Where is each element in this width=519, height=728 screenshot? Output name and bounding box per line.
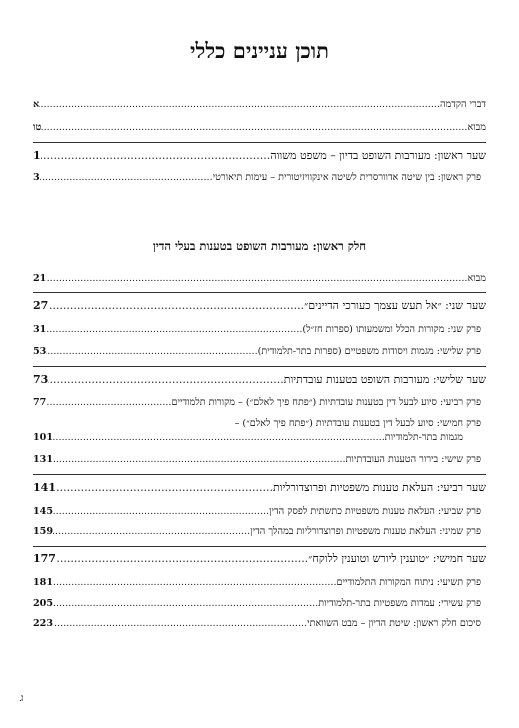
toc-entry[interactable] xyxy=(33,299,486,312)
entry-page: 3 xyxy=(33,172,40,183)
entry-title: סיכום חלק ראשון: שיטת הדיון – מבט השוואתי xyxy=(307,618,481,629)
entry-title: פרק שני: מקורות הכלל ומשמעותו (ספרות חז״ל) xyxy=(302,324,481,335)
entry-title[interactable]: פרק חמישי: סיוע לבעל דין בטענות עובדתיות (״פתח פיך לאלם״) – xyxy=(234,418,481,429)
dot-leader xyxy=(46,397,171,409)
section-rule xyxy=(33,142,486,143)
entry-title: מגמות בתר-תלמודיות xyxy=(384,432,463,443)
entry-title: פרק שביעי: העלאת טענות משפטיות כתשתית לפסק הדין xyxy=(269,506,481,517)
entry-page: 131 xyxy=(33,454,54,465)
dot-leader xyxy=(46,273,467,285)
entry-title: דברי הקדמה xyxy=(440,99,486,110)
toc-entry[interactable] xyxy=(33,598,481,610)
entry-page: 145 xyxy=(33,506,54,517)
toc-entry[interactable] xyxy=(33,324,481,336)
entry-title: פרק ראשון: בין שיטה אדוורסרית לשיטה אינקוויזיטורית – עימות תיאורטי xyxy=(212,172,481,183)
dot-leader xyxy=(48,373,283,386)
section-rule xyxy=(33,366,486,367)
toc-entry[interactable] xyxy=(33,454,481,466)
entry-page: 141 xyxy=(33,481,56,494)
entry-page: 1 xyxy=(33,149,41,162)
toc-entry[interactable] xyxy=(33,172,481,184)
entry-title: פרק עשירי: עמדות משפטיות בתר-תלמודיות xyxy=(318,598,481,609)
entry-title: פרק שישי: בירור הטענות העובדתיות xyxy=(345,454,481,465)
entry-page: 159 xyxy=(33,526,54,537)
page-folio: ג xyxy=(20,693,24,704)
toc-entry[interactable] xyxy=(33,552,486,565)
dot-leader xyxy=(56,481,273,494)
toc-entry[interactable] xyxy=(33,273,486,285)
toc-entry[interactable] xyxy=(33,346,481,358)
entry-page: 27 xyxy=(33,299,49,312)
dot-leader xyxy=(53,598,318,610)
toc-entry[interactable] xyxy=(33,506,481,518)
toc-entry[interactable] xyxy=(33,577,481,589)
toc-entry[interactable] xyxy=(33,481,486,494)
toc-entry[interactable] xyxy=(33,373,486,386)
toc-entry[interactable] xyxy=(33,526,481,538)
toc-entry[interactable] xyxy=(33,618,481,630)
entry-page: 77 xyxy=(33,397,47,408)
entry-page: 21 xyxy=(33,273,47,284)
entry-page: 177 xyxy=(33,552,56,565)
entry-page: 223 xyxy=(33,618,54,629)
toc-entry[interactable] xyxy=(33,122,486,134)
dot-leader xyxy=(46,346,257,358)
entry-title: פרק תשיעי: ניתוח המקורות התלמודיים xyxy=(336,577,481,588)
dot-leader xyxy=(41,149,271,162)
entry-page: טו xyxy=(33,122,42,133)
page-title: תוכן עניינים כללי xyxy=(189,38,329,63)
section-rule xyxy=(33,546,486,547)
entry-title: שער שני: ״אל תעש עצמך כעורכי הדיינים״ xyxy=(304,299,486,312)
dot-leader xyxy=(53,526,250,538)
entry-page: 181 xyxy=(33,577,54,588)
entry-title: שער שלישי: מעורבות השופט בטענות עובדתיות xyxy=(283,373,486,386)
entry-title: פרק שמיני: העלאת טענות משפטיות ופרוצדורליות במהלך הדין xyxy=(250,526,481,537)
entry-title: פרק רביעי: סיוע לבעל דין בטענות עובדתיות (״פתח פיך לאלם״) – מקורות תלמודיים xyxy=(171,397,481,408)
dot-leader xyxy=(53,432,385,444)
entry-page: 73 xyxy=(33,373,49,386)
entry-page: א xyxy=(33,99,40,110)
entry-title: מבוא xyxy=(467,273,486,284)
dot-leader xyxy=(53,577,337,589)
dot-leader xyxy=(39,99,440,111)
section-rule xyxy=(33,292,486,293)
section-rule xyxy=(33,474,486,475)
entry-page: 101 xyxy=(33,432,54,443)
dot-leader xyxy=(40,172,213,184)
toc-entry[interactable] xyxy=(33,397,481,409)
dot-leader xyxy=(53,506,269,518)
toc-entry[interactable] xyxy=(33,432,481,444)
entry-page: 53 xyxy=(33,346,47,357)
entry-page: 31 xyxy=(33,324,47,335)
dot-leader xyxy=(48,299,304,312)
entry-title: מבוא xyxy=(467,122,486,133)
dot-leader xyxy=(53,618,307,630)
entry-title: שער ראשון: מעורבות השופט בדיון – משפט משווה xyxy=(270,149,486,162)
toc-entry[interactable] xyxy=(33,99,486,111)
part-heading: חלק ראשון: מעורבות השופט בטענות בעלי הדין xyxy=(152,239,367,253)
toc-entry[interactable] xyxy=(33,149,486,162)
dot-leader xyxy=(41,122,467,134)
dot-leader xyxy=(53,454,346,466)
entry-title: פרק שלישי: מגמות ויסודות משפטיים (ספרות בתר-תלמודית) xyxy=(257,346,481,357)
entry-page: 205 xyxy=(33,598,54,609)
dot-leader xyxy=(56,552,308,565)
dot-leader xyxy=(46,324,302,336)
entry-title: שער חמישי: ״טוענין ליורש וטוענין ללוקח״ xyxy=(308,552,486,565)
entry-title: שער רביעי: העלאת טענות משפטיות ופרוצדורליות xyxy=(272,481,486,494)
